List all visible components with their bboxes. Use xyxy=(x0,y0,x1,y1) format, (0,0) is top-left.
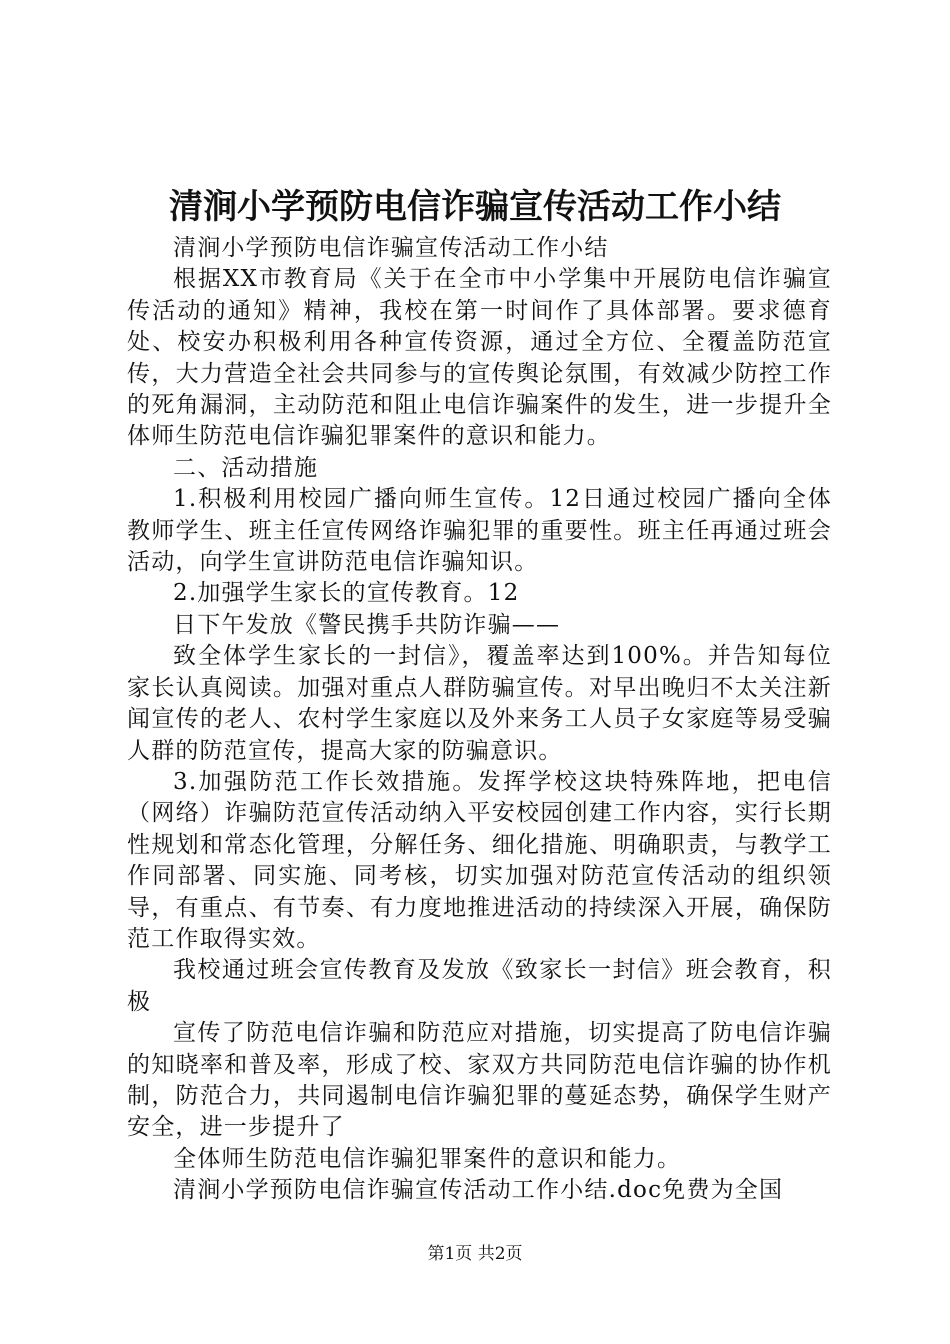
page-footer: 第1页 共2页 xyxy=(427,1244,523,1264)
paragraph-summary-cont: 宣传了防范电信诈骗和防范应对措施，切实提高了防电信诈骗的知晓率和普及率，形成了校、家双方共同防范电信诈骗的协作机制，防范合力，共同遏制电信诈骗犯罪的蔓延态势，确保学生财产安全，进一步提升了 xyxy=(127,1020,832,1141)
document-title: 清涧小学预防电信诈骗宣传活动工作小结 xyxy=(169,187,781,227)
paragraph-measure-2-cont: 日下午发放《警民携手共防诈骗—— xyxy=(173,611,561,638)
paragraph-measure-2-letter: 致全体学生家长的一封信》，覆盖率达到100%。并告知每位家长认真阅读。加强对重点人群防骗宣传。对早出晚归不太关注新闻宣传的老人、农村学生家庭以及外来务工人员子女家庭等易受骗人群的防范宣传，提高大家的防骗意识。 xyxy=(127,643,832,764)
paragraph-measure-1: 1.积极利用校园广播向师生宣传。12日通过校园广播向全体教师学生、班主任宣传网络诈骗犯罪的重要性。班主任再通过班会活动，向学生宣讲防范电信诈骗知识。 xyxy=(127,486,832,576)
section-heading-measures: 二、活动措施 xyxy=(173,454,319,481)
paragraph-summary-end: 全体师生防范电信诈骗犯罪案件的意识和能力。 xyxy=(173,1145,682,1172)
paragraph-subtitle: 清涧小学预防电信诈骗宣传活动工作小结 xyxy=(173,235,609,261)
paragraph-doc-note: 清涧小学预防电信诈骗宣传活动工作小结.doc免费为全国 xyxy=(173,1177,784,1204)
paragraph-measure-3: 3.加强防范工作长效措施。发挥学校这块特殊阵地，把电信（网络）诈骗防范宣传活动纳入平安校园创建工作内容，实行长期性规划和常态化管理，分解任务、细化措施、明确职责，与教学工作同部署、同实施、同考核，切实加强对防范宣传活动的组织领导，有重点、有节奏、有力度地推进活动的持续深入开展，确保防范工作取得实效。 xyxy=(127,768,832,952)
document-body xyxy=(127,233,832,1207)
paragraph-measure-2: 2.加强学生家长的宣传教育。12 xyxy=(173,580,520,607)
paragraph-intro: 根据XX市教育局《关于在全市中小学集中开展防电信诈骗宣传活动的通知》精神，我校在第一时间作了具体部署。要求德育处、校安办积极利用各种宣传资源，通过全方位、全覆盖防范宣传，大力营造全社会共同参与的宣传舆论氛围，有效减少防控工作的死角漏洞，主动防范和阻止电信诈骗案件的发生，进一步提升全体师生防范电信诈骗犯罪案件的意识和能力。 xyxy=(127,266,832,450)
paragraph-summary: 我校通过班会宣传教育及发放《致家长一封信》班会教育，积极 xyxy=(127,957,832,1015)
